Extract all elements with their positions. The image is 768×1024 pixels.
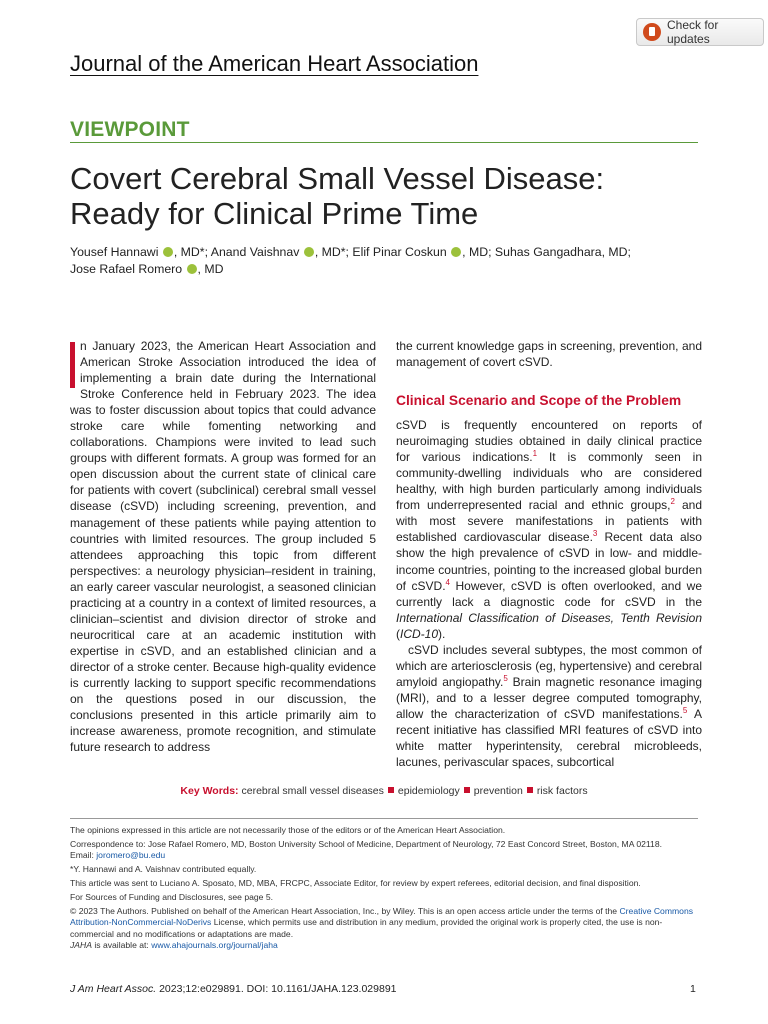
text-run: ). [438,626,446,641]
citation-journal: J Am Heart Assoc. [70,983,157,995]
citation-line [70,983,397,995]
citation-details: 2023;12:e029891. DOI: 10.1161/JAHA.123.029891 [156,983,397,995]
text-run-italic: ICD-10 [400,626,439,641]
text-run: and with most severe manifestations in patients with established cardiovascular disease. [396,498,702,545]
email-link[interactable]: joromero@bu.edu [96,850,166,861]
text-run: However, cSVD is often overlooked, and we currently lack a diagnostic code for cSVD in the [396,578,702,609]
author-name: , MD; Suhas Gangadhara, MD; [462,245,631,259]
check-for-updates-label: Check for updates [667,18,719,46]
section-divider [70,142,698,143]
section-heading: Clinical Scenario and Scope of the Problem [396,393,682,409]
text-run: cSVD is frequently encountered on reports of neuroimaging studies obtained in daily clinical practice for various indications. [396,418,702,465]
article-title-line-1: Covert Cerebral Small Vessel Disease: [70,161,605,196]
text-run: is available at: [91,940,152,951]
reference-link[interactable]: 2 [670,497,675,507]
orcid-icon[interactable] [163,247,173,257]
keyword: epidemiology [397,785,460,797]
author-list [70,244,710,278]
body-column-right [396,338,702,770]
section-label: VIEWPOINT [70,118,190,141]
bullet-square-icon [464,787,470,793]
keywords-label: Key Words: [180,785,239,797]
body-paragraph [396,417,702,642]
keyword: prevention [473,785,523,797]
text-run: cSVD includes several subtypes, the most common of which are arteriosclerosis (eg, hypertensive) and cerebral amyloid angiopathy. [396,642,702,689]
text-run: Recent data also show the high prevalence of cSVD in low- and middle-income countries, pointing to the increased global burden of cSVD. [396,530,702,593]
orcid-icon[interactable] [304,247,314,257]
footnotes [70,825,698,954]
text-run-italic: JAHA [70,940,92,951]
journal-url-link[interactable]: www.ahajournals.org/journal/jaha [151,940,278,951]
footnote-equal-contribution: *Y. Hannawi and A. Vaishnav contributed equally. [70,864,257,875]
crossmark-icon [643,23,661,41]
text-run: Email: [70,850,97,861]
license-link[interactable]: Creative Commons Attribution-NonCommercial-NoDerivs [70,905,694,928]
text-run: A recent initiative has classified MRI features of cSVD into white matter hyperintensity, cerebral microbleeds, lacunes, perivascular spaces, subcortical [396,706,702,770]
article-title-line-2: Ready for Clinical Prime Time [70,196,479,231]
text-run: License, which permits use and distribution in any medium, provided the original work is properly cited, the use is non-commercial and no modifications or adaptations are made. [70,917,663,939]
text-run: © 2023 The Authors. Published on behalf of the American Heart Association, Inc., by Wiley. This is an open access article under the terms of the [70,905,620,916]
bullet-square-icon [527,787,533,793]
bullet-square-icon [388,787,394,793]
reference-link[interactable]: 1 [532,449,538,459]
footnote-divider [70,818,698,819]
footnote-license [70,906,698,952]
author-name: , MD*; Anand Vaishnav [173,245,300,259]
text-run-italic: International Classification of Diseases, Tenth Revision [396,610,702,625]
keyword: risk factors [536,785,588,797]
body-paragraph [396,642,702,770]
keywords-line [70,785,698,797]
reference-link[interactable]: 5 [682,705,688,715]
text-run: Correspondence to: Jose Rafael Romero, MD, Boston University School of Medicine, Department of Neurology, 72 East Concord Street, Boston, MA 02118. [70,838,662,849]
body-column-left [70,338,376,755]
author-name: , MD [197,262,224,276]
author-name: , MD*; Elif Pinar Coskun [314,245,447,259]
author-name: Jose Rafael Romero [70,262,183,276]
text-run: Brain magnetic resonance imaging (MRI), and to a lesser degree computed tomography, allow the characterization of cSVD manifestations. [396,674,703,721]
reference-link[interactable]: 5 [503,673,508,683]
footnote-funding: For Sources of Funding and Disclosures, see page 5. [70,891,274,902]
keyword: cerebral small vessel diseases [241,785,384,797]
page-number: 1 [690,983,696,995]
drop-cap-bar [70,342,75,388]
body-paragraph: n January 2023, the American Heart Association and American Stroke Association introduced the idea of implementing a brain date during the International Stroke Conference held in February 2023. The idea was to foster discussion about topics that could advance stroke care while fomenting networking and collaborations. Champions were invited to lead such groups with different formats. A group was formed for an open discussion about the current state of clinical care for patients with covert (subclinical) cerebral small vessel disease (cSVD) including screening, prevention, and management of these patients while paying attention to countries with limited resources. The group included 5 attendees approaching this topic from different perspectives: a neurology physician–resident in training, an early career vascular neurologist, a seasoned clinician practicing at a country in a context of limited resources, a clinician–scientist and division director of stroke and neurocritical care at an academic institution with expertise in cSVD, and an established clinician and a director of a stroke center. Because high-quality evidence is currently lacking to support specific recommendations on the questions posed in our discussion, the conclusions presented in this article primarily aim to increase awareness, promote recognition, and stimulate future research to address [70,339,376,755]
check-for-updates-button[interactable] [636,18,764,46]
author-name: Yousef Hannawi [70,245,159,259]
orcid-icon[interactable] [187,264,197,274]
reference-link[interactable]: 4 [445,577,450,587]
orcid-icon[interactable] [451,247,461,257]
reference-link[interactable]: 3 [592,529,598,539]
article-title [70,161,710,231]
body-paragraph: the current knowledge gaps in screening, prevention, and management of covert cSVD. [396,339,702,370]
journal-title[interactable]: Journal of the American Heart Association [70,51,479,76]
footnote-review: This article was sent to Luciano A. Sposato, MD, MBA, FRCPC, Associate Editor, for review by expert referees, editorial decision, and final disposition. [70,877,641,888]
footnote-disclaimer: The opinions expressed in this article are not necessarily those of the editors or of the American Heart Association. [70,825,506,835]
text-run: ( [396,626,400,641]
text-run: It is commonly seen in community-dwelling individuals who are considered healthy, with high burden particularly among individuals from underrepresented racial and ethnic groups, [396,450,703,513]
footnote-correspondence [70,839,698,862]
